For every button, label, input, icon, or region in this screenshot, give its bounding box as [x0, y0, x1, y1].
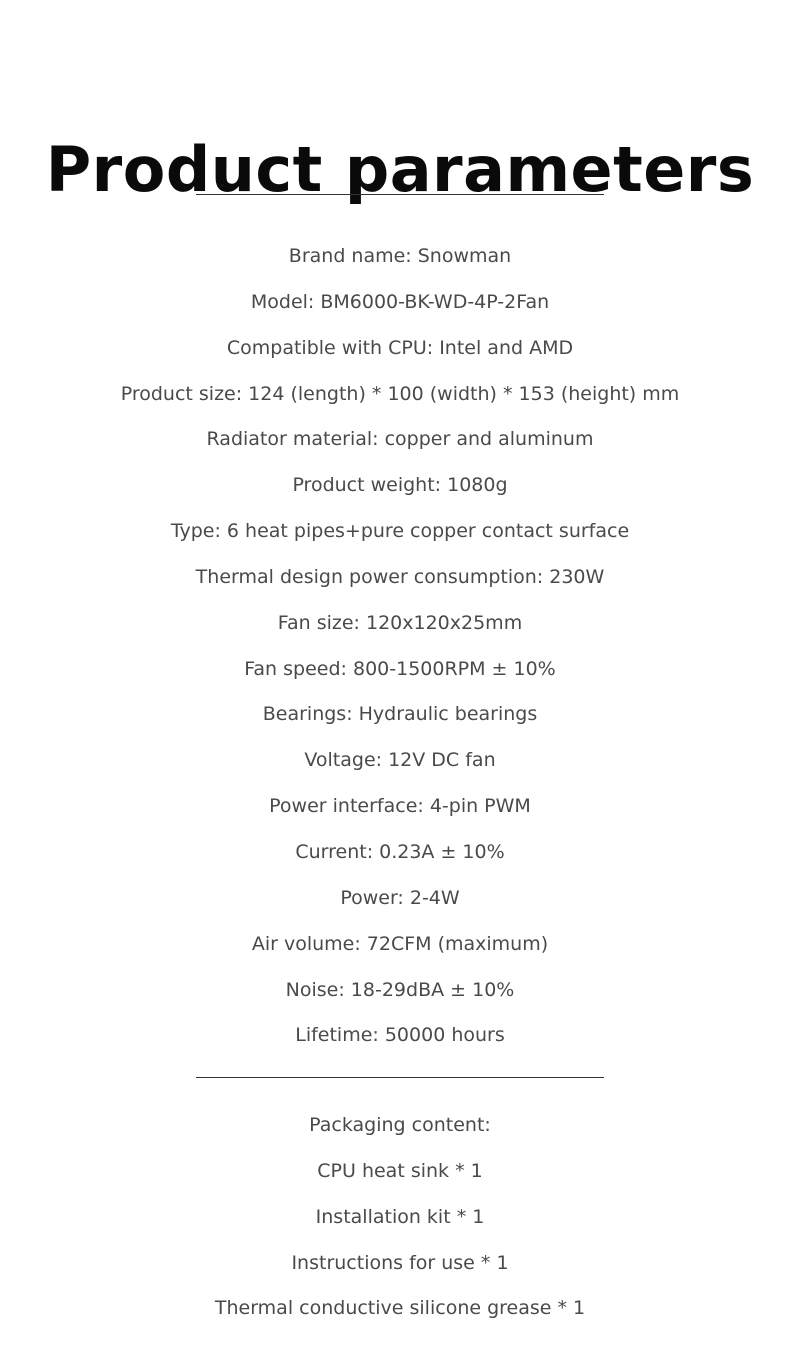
packaging-item: Thermal conductive silicone grease * 1 [214, 1297, 586, 1320]
packaging-item: CPU heat sink * 1 [317, 1159, 483, 1182]
parameter-noise: Noise: 18-29dBA ± 10% [285, 978, 515, 1001]
parameter-model: Model: BM6000-BK-WD-4P-2Fan [250, 290, 550, 313]
parameter-lifetime: Lifetime: 50000 hours [295, 1024, 505, 1047]
packaging-list [0, 1103, 800, 1332]
packaging-heading: Packaging content: [309, 1114, 491, 1136]
packaging-item: Installation kit * 1 [315, 1205, 485, 1228]
parameter-radiator-material: Radiator material: copper and aluminum [206, 428, 594, 451]
parameter-type: Type: 6 heat pipes+pure copper contact surface [170, 520, 630, 543]
parameter-fan-size: Fan size: 120x120x25mm [277, 611, 523, 634]
section-divider [196, 1077, 604, 1078]
parameter-compatible-cpu: Compatible with CPU: Intel and AMD [226, 336, 574, 359]
page-title: Product parameters [45, 132, 755, 206]
parameter-power-interface: Power interface: 4-pin PWM [269, 795, 531, 818]
parameter-brand: Brand name: Snowman [288, 245, 512, 267]
parameter-power: Power: 2-4W [340, 886, 460, 909]
parameter-list [0, 234, 800, 1059]
parameter-bearings: Bearings: Hydraulic bearings [262, 703, 538, 726]
packaging-item: Instructions for use * 1 [291, 1251, 509, 1274]
title-divider [196, 194, 604, 195]
parameter-air-volume: Air volume: 72CFM (maximum) [251, 932, 549, 955]
parameter-fan-speed: Fan speed: 800-1500RPM ± 10% [244, 657, 556, 680]
parameter-product-size: Product size: 124 (length) * 100 (width) * 153 (height) mm [120, 382, 680, 405]
parameter-voltage: Voltage: 12V DC fan [304, 749, 496, 772]
parameter-current: Current: 0.23A ± 10% [295, 840, 505, 863]
parameter-tdp: Thermal design power consumption: 230W [195, 565, 605, 588]
parameter-product-weight: Product weight: 1080g [292, 474, 508, 497]
